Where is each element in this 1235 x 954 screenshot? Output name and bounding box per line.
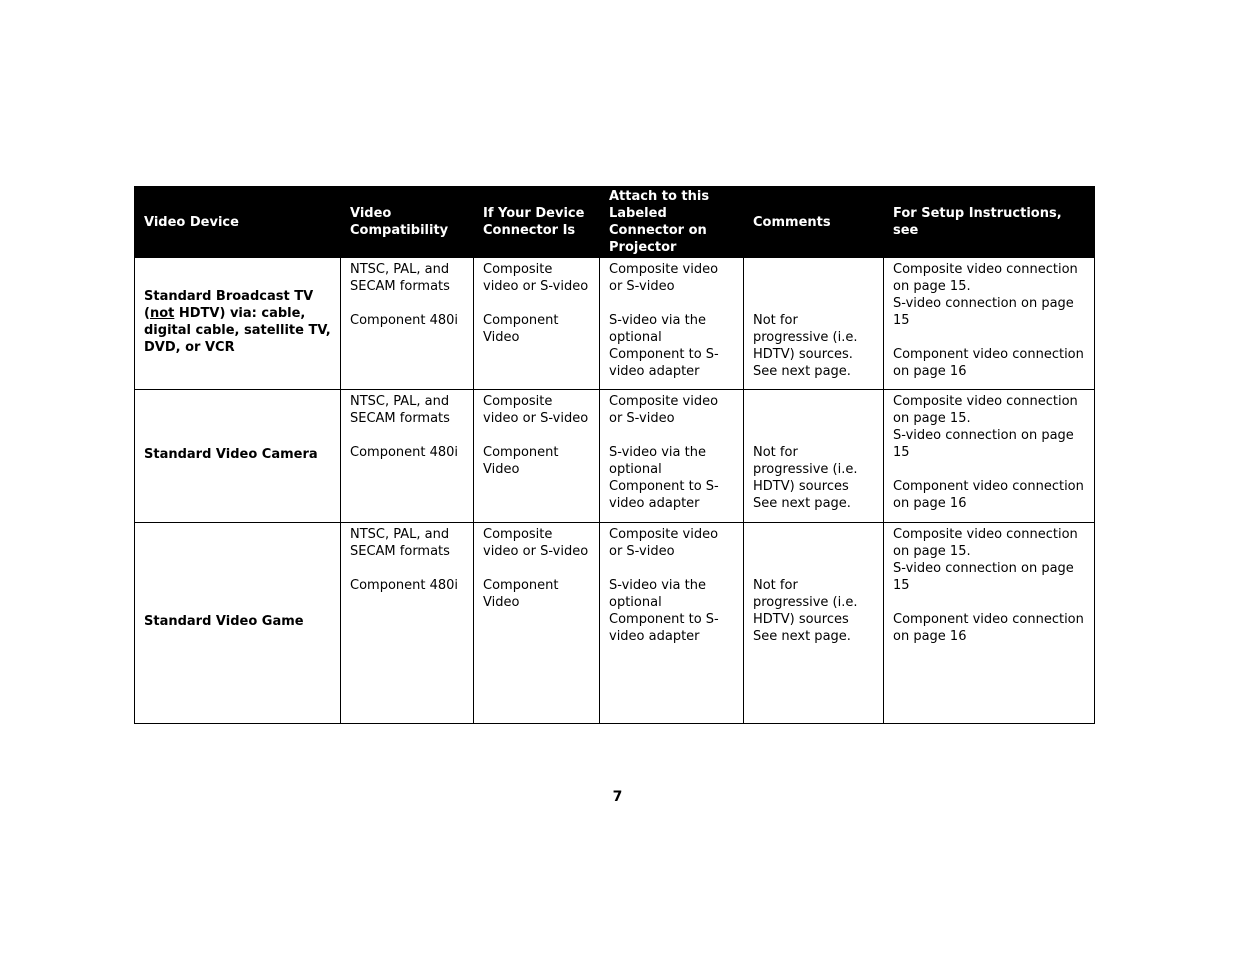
header-setup-instructions: For Setup Instructions, see [884,187,1095,258]
device-cell: Standard Video Camera [135,390,341,523]
compat-line: Component 480i [350,313,459,328]
setup-cell [884,523,1095,724]
setup-line: Composite video connection on page 15. [893,527,1078,559]
setup-cell [884,390,1095,523]
compat-line: Component 480i [350,578,459,593]
setup-line: Composite video connection on page 15. [893,262,1078,294]
device-cell: Standard Video Game [135,523,341,724]
setup-line: Component video connection on page 16 [893,347,1084,379]
compat-line: NTSC, PAL, and SECAM formats [350,262,450,294]
comments-cell [744,258,884,390]
connector-cell [474,258,600,390]
connector-line: Component Video [483,578,559,610]
connector-line: Component Video [483,313,559,345]
comment-line: Not for progressive (i.e. HDTV) sources See next page. [753,445,858,511]
comment-line [753,393,874,427]
video-device-table [134,186,1095,724]
table-row [135,390,1095,523]
setup-line: Composite video connection on page 15. [893,394,1078,426]
setup-line: S-video connection on page 15 [893,296,1074,328]
attach-line: S-video via the optional Component to S-video adapter [609,313,719,379]
comment-line: Not for progressive (i.e. HDTV) sources See next page. [753,578,858,644]
device-not-underlined: not [149,305,175,321]
attach-line: Composite video or S-video [609,527,719,559]
setup-cell [884,258,1095,390]
compat-line: Component 480i [350,445,459,460]
setup-line: Component video connection on page 16 [893,479,1084,511]
attach-line: S-video via the optional Component to S-video adapter [609,445,719,511]
comment-line: Not for progressive (i.e. HDTV) sources. See next page. [753,313,858,379]
connector-cell [474,390,600,523]
attach-cell [600,258,744,390]
page-number: 7 [612,789,623,805]
setup-line: S-video connection on page 15 [893,428,1074,460]
compat-cell [341,258,474,390]
connector-line: Composite video or S-video [483,394,589,426]
setup-line: S-video connection on page 15 [893,561,1074,593]
table-header-row [135,187,1095,258]
header-video-compatibility: Video Compatibility [341,187,474,258]
connector-line: Composite video or S-video [483,262,589,294]
table-row [135,258,1095,390]
compat-cell [341,390,474,523]
setup-line: Component video connection on page 16 [893,612,1084,644]
comments-cell [744,390,884,523]
device-text: Standard Broadcast TV ( [144,288,314,321]
attach-cell [600,390,744,523]
comments-cell [744,523,884,724]
compat-cell [341,523,474,724]
comment-line [753,261,874,295]
attach-line: Composite video or S-video [609,262,719,294]
attach-line: S-video via the optional Component to S-video adapter [609,578,719,644]
connector-cell [474,523,600,724]
compat-line: NTSC, PAL, and SECAM formats [350,394,450,426]
comment-line [753,526,874,560]
connector-line: Composite video or S-video [483,527,589,559]
device-cell [135,258,341,390]
attach-line: Composite video or S-video [609,394,719,426]
connector-line: Component Video [483,445,559,477]
header-video-device: Video Device [135,187,341,258]
header-comments: Comments [744,187,884,258]
device-text: HDTV) via: cable, digital cable, satellite TV, DVD, or VCR [144,305,331,355]
header-device-connector: If Your Device Connector Is [474,187,600,258]
table-row [135,523,1095,724]
attach-cell [600,523,744,724]
header-attach-connector: Attach to this Labeled Connector on Projector [600,187,744,258]
compat-line: NTSC, PAL, and SECAM formats [350,527,450,559]
